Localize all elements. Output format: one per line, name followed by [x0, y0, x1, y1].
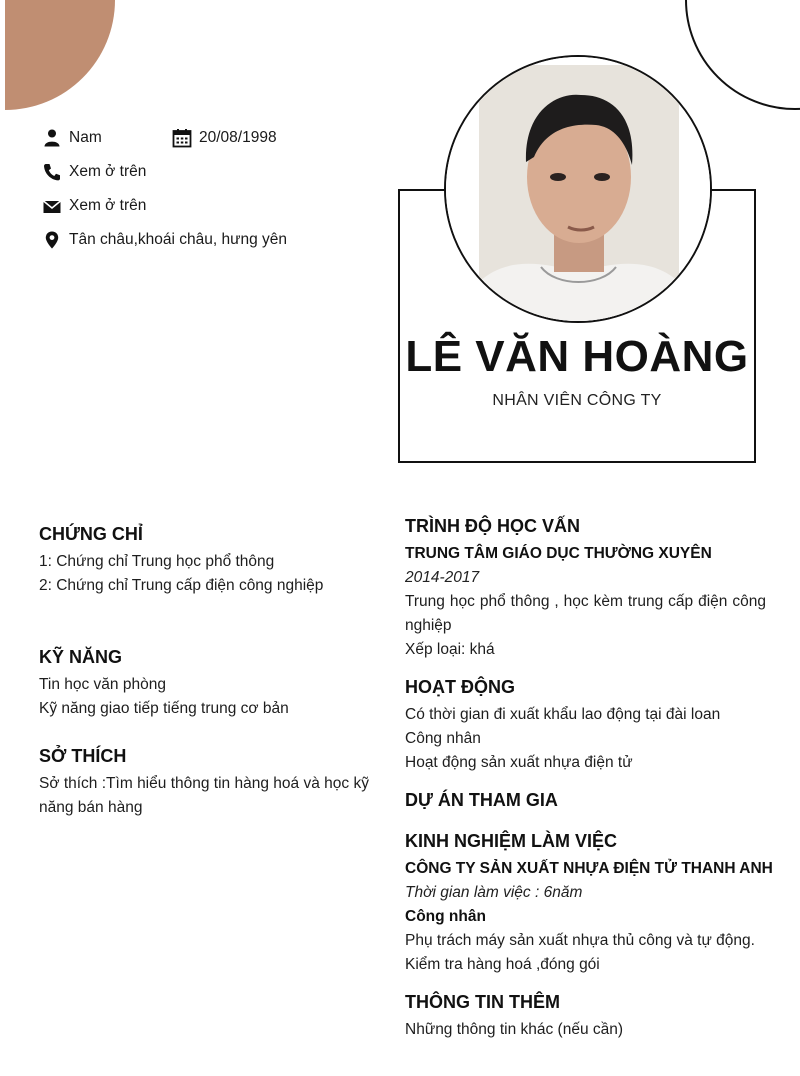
education-school: TRUNG TÂM GIÁO DỤC THƯỜNG XUYÊN — [405, 545, 712, 562]
certificates-heading: CHỨNG CHỈ — [39, 524, 143, 544]
activities-heading: HOẠT ĐỘNG — [405, 677, 515, 697]
phone-row — [42, 162, 146, 182]
person-icon — [42, 128, 62, 148]
experience-duty-2: Kiểm tra hàng hoá ,đóng gói — [405, 956, 600, 973]
experience-company: CÔNG TY SẢN XUẤT NHỰA ĐIỆN TỬ THANH ANH — [405, 860, 773, 877]
envelope-icon — [42, 196, 62, 216]
email-row — [42, 196, 146, 216]
full-name: LÊ VĂN HOÀNG — [405, 332, 749, 381]
avatar-photo — [446, 57, 710, 321]
activity-item-3: Hoạt động sản xuất nhựa điện tử — [405, 754, 633, 771]
skill-item-1: Tin học văn phòng — [39, 676, 166, 693]
phone-icon — [42, 162, 62, 182]
birthday-row — [172, 128, 277, 148]
skills-heading: KỸ NĂNG — [39, 647, 123, 667]
projects-heading: DỰ ÁN THAM GIA — [405, 790, 558, 810]
job-title: NHÂN VIÊN CÔNG TY — [492, 392, 662, 409]
experience-heading: KINH NGHIỆM LÀM VIỆC — [405, 831, 618, 851]
gender-text: Nam — [69, 129, 102, 146]
hobbies-heading: SỞ THÍCH — [39, 746, 127, 766]
birthday-text: 20/08/1998 — [199, 129, 277, 146]
education-description: Trung học phổ thông , học kèm trung cấp điện công nghiệp — [405, 593, 766, 634]
gender-row — [42, 128, 102, 148]
activity-item-1: Có thời gian đi xuất khẩu lao động tại đài loan — [405, 706, 721, 723]
address-row — [42, 230, 287, 250]
education-grade: Xếp loại: khá — [405, 641, 495, 658]
decorative-circle-top-right — [685, 0, 800, 110]
extra-heading: THÔNG TIN THÊM — [405, 992, 560, 1012]
experience-duty-1: Phụ trách máy sản xuất nhựa thủ công và tự động. — [405, 932, 755, 949]
email-text: Xem ở trên — [69, 197, 147, 214]
education-period: 2014-2017 — [405, 569, 480, 586]
extra-text: Những thông tin khác (nếu cần) — [405, 1021, 624, 1038]
skill-item-2: Kỹ năng giao tiếp tiếng trung cơ bản — [39, 700, 289, 717]
phone-text: Xem ở trên — [69, 163, 147, 180]
avatar — [444, 55, 712, 323]
activity-item-2: Công nhân — [405, 730, 481, 747]
certificate-item-1: 1: Chứng chỉ Trung học phổ thông — [39, 553, 275, 570]
address-text: Tân châu,khoái châu, hưng yên — [69, 231, 288, 248]
calendar-icon — [172, 128, 192, 148]
decorative-circle-top-left — [5, 0, 117, 110]
certificate-item-2: 2: Chứng chỉ Trung cấp điện công nghiệp — [39, 577, 324, 594]
experience-position: Công nhân — [405, 908, 486, 925]
education-heading: TRÌNH ĐỘ HỌC VẤN — [405, 516, 580, 536]
hobbies-text: Sở thích :Tìm hiểu thông tin hàng hoá và học kỹ năng bán hàng — [39, 775, 369, 816]
location-pin-icon — [42, 230, 62, 250]
experience-duration: Thời gian làm việc : 6năm — [405, 884, 583, 901]
